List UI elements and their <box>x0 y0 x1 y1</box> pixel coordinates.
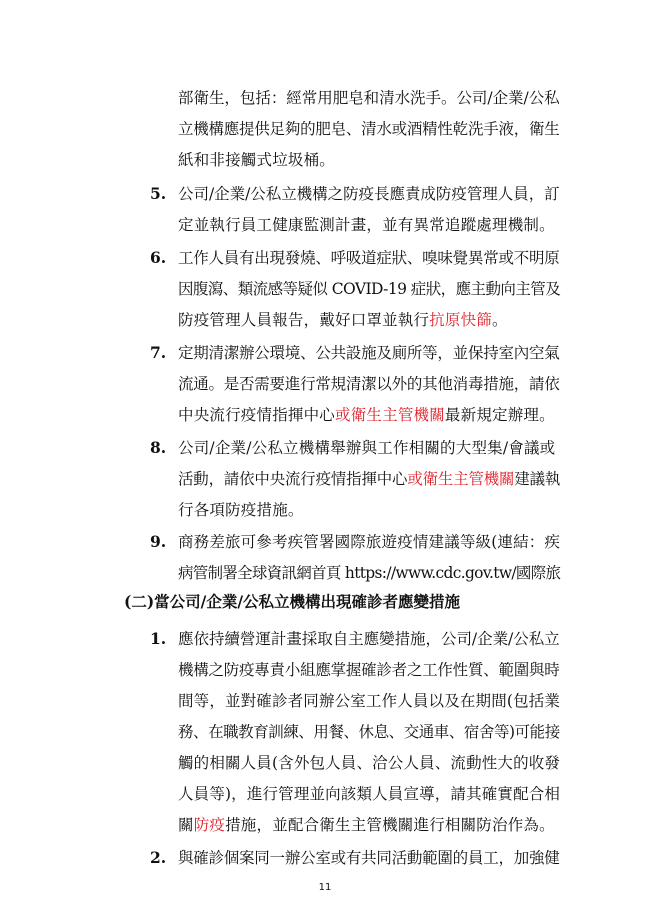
highlighted-text: 或衛生主管機關 <box>335 406 445 424</box>
item-line: 病管制署全球資訊網首頁 https://www.cdc.gov.tw/國際旅 <box>178 564 561 582</box>
text-run: 建議執 <box>514 470 561 488</box>
item-number: 9. <box>150 532 167 551</box>
text-run: 最新規定辦理。 <box>444 406 555 424</box>
item-number: 7. <box>150 343 167 362</box>
item-line: 觸的相關人員(含外包人員、洽公人員、流動性大的收發 <box>178 754 561 772</box>
item-line: 定並執行員工健康監測計畫，並有異常追蹤處理機制。 <box>178 216 555 234</box>
paragraph-line: 部衛生，包括：經常用肥皂和清水洗手。公司/企業/公私 <box>178 89 560 107</box>
item-line: 行各項防疫措施。 <box>178 501 304 519</box>
section-heading: (二)當公司/企業/公私立機構出現確診者應變措施 <box>124 592 460 611</box>
highlighted-text: 或衛生主管機關 <box>407 470 515 488</box>
page-number: 11 <box>318 882 332 893</box>
item-number: 6. <box>150 248 167 267</box>
highlighted-text: 防疫 <box>193 816 226 834</box>
text-run: 防疫管理人員報告，戴好口罩並執行 <box>178 311 430 329</box>
item-line <box>178 469 560 489</box>
item-line: 因腹瀉、類流感等疑似 COVID-19 症狀，應主動向主管及 <box>178 280 561 298</box>
text-run: 活動，請依中央流行疫情指揮中心 <box>178 470 408 488</box>
text-run: 措施，並配合衛生主管機關進行相關防治作為。 <box>225 816 555 834</box>
item-line: 商務差旅可參考疾管署國際旅遊疫情建議等級(連結：疾 <box>178 533 561 551</box>
item-line: 機構之防疫專責小組應掌握確診者之工作性質、範圍與時 <box>178 661 560 679</box>
item-line <box>178 815 555 835</box>
item-number: 5. <box>150 184 167 203</box>
item-line: 應依持續營運計畫採取自主應變措施，公司/企業/公私立 <box>178 630 560 648</box>
paragraph-line: 立機構應提供足夠的肥皂、清水或酒精性乾洗手液，衛生 <box>178 120 560 138</box>
item-line: 公司/企業/公私立機構之防疫長應責成防疫管理人員，訂 <box>178 185 560 203</box>
item-line: 定期清潔辦公環境、公共設施及廁所等，並保持室內空氣 <box>178 344 560 362</box>
item-line: 間等，並對確診者同辦公室工作人員以及在期間(包括業 <box>178 692 561 710</box>
text-run: 。 <box>492 311 508 329</box>
text-run: 中央流行疫情指揮中心 <box>178 406 336 424</box>
item-line <box>178 405 555 425</box>
item-line: 流通。是否需要進行常規清潔以外的其他消毒措施，請依 <box>178 375 560 393</box>
item-line: 與確診個案同一辦公室或有共同活動範圍的員工，加強健 <box>178 849 560 867</box>
text-run: 關 <box>178 816 194 834</box>
item-number: 1. <box>150 629 167 648</box>
item-number: 8. <box>150 438 167 457</box>
item-number: 2. <box>150 848 167 867</box>
item-line: 公司/企業/公私立機構舉辦與工作相關的大型集/會議或 <box>178 439 556 457</box>
highlighted-text: 抗原快篩 <box>429 311 493 329</box>
paragraph-line: 紙和非接觸式垃圾桶。 <box>178 151 336 169</box>
item-line: 人員等)，進行管理並向該類人員宣導，請其確實配合相 <box>178 785 561 803</box>
item-line <box>178 310 508 330</box>
item-line: 工作人員有出現發燒、呼吸道症狀、嗅味覺異常或不明原 <box>178 249 560 267</box>
item-line: 務、在職教育訓練、用餐、休息、交通車、宿舍等)可能接 <box>178 723 560 741</box>
